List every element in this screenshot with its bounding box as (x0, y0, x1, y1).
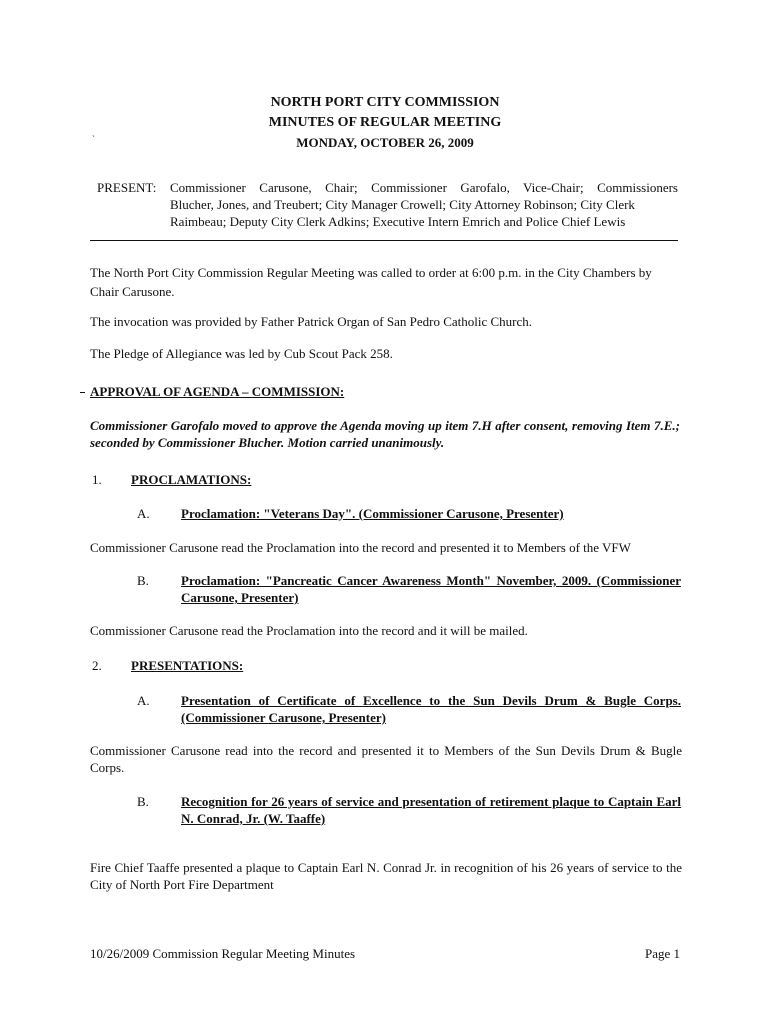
present-line-2: Blucher, Jones, and Treubert; City Manager Crowell; City Attorney Robinson; City Clerk (170, 197, 635, 212)
item-letter: B. (137, 573, 149, 588)
header-divider (90, 240, 678, 241)
item-note: Fire Chief Taaffe presented a plaque to Captain Earl N. Conrad Jr. in recognition of his 26 years of service to the City of North Port Fire Department (90, 860, 682, 892)
agenda-motion: Commissioner Garofalo moved to approve the Agenda moving up item 7.H after consent, removing Item 7.E.; seconded by Commissioner Blucher. Motion carried unanimously. (90, 418, 680, 450)
item-letter: A. (137, 693, 150, 708)
agenda-heading: APPROVAL OF AGENDA – COMMISSION: (90, 384, 345, 399)
item-note: Commissioner Carusone read into the record and presented it to Members of the Sun Devils Drum & Bugle Corps. (90, 743, 682, 775)
present-line-1: Commissioner Carusone, Chair; Commissioner Garofalo, Vice-Chair; Commissioners (170, 180, 678, 195)
item-title-retirement-plaque: Recognition for 26 years of service and presentation of retirement plaque to Captain Earl N. Conrad, Jr. (W. Taaffe) (181, 794, 681, 826)
item-letter: B. (137, 794, 149, 809)
page-number: Page 1 (644, 946, 680, 961)
item-letter: A. (137, 506, 150, 521)
margin-mark (80, 392, 85, 393)
item-note: Commissioner Carusone read the Proclamation into the record and it will be mailed. (90, 623, 528, 638)
item-title-pancreatic-cancer: Proclamation: "Pancreatic Cancer Awareness Month" November, 2009. (Commissioner Carusone, Presenter) (181, 573, 681, 605)
present-label: PRESENT: (97, 180, 157, 195)
stray-tick-mark: ` (92, 134, 95, 144)
present-line-3: Raimbeau; Deputy City Clerk Adkins; Executive Intern Emrich and Police Chief Lewis (170, 214, 626, 229)
section-heading-presentations: PRESENTATIONS: (131, 658, 244, 673)
minutes-title: MINUTES OF REGULAR MEETING (268, 115, 502, 130)
item-title-veterans-day: Proclamation: "Veterans Day". (Commissioner Carusone, Presenter) (181, 506, 564, 521)
section-number: 1. (92, 472, 102, 487)
item-note: Commissioner Carusone read the Proclamation into the record and presented it to Members of the VFW (90, 540, 631, 555)
pledge-paragraph: The Pledge of Allegiance was led by Cub Scout Pack 258. (90, 346, 393, 361)
item-title-certificate: Presentation of Certificate of Excellence to the Sun Devils Drum & Bugle Corps. (Commissioner Carusone, Presenter) (181, 693, 681, 725)
call-to-order-paragraph: The North Port City Commission Regular Meeting was called to order at 6:00 p.m. in the City Chambers by Chair Carusone. (90, 265, 652, 299)
invocation-paragraph: The invocation was provided by Father Patrick Organ of San Pedro Catholic Church. (90, 314, 533, 329)
section-heading-proclamations: PROCLAMATIONS: (131, 472, 252, 487)
footer-left: 10/26/2009 Commission Regular Meeting Minutes (90, 946, 356, 961)
section-number: 2. (92, 658, 102, 673)
meeting-date: MONDAY, OCTOBER 26, 2009 (296, 135, 474, 150)
commission-title: NORTH PORT CITY COMMISSION (270, 95, 500, 110)
